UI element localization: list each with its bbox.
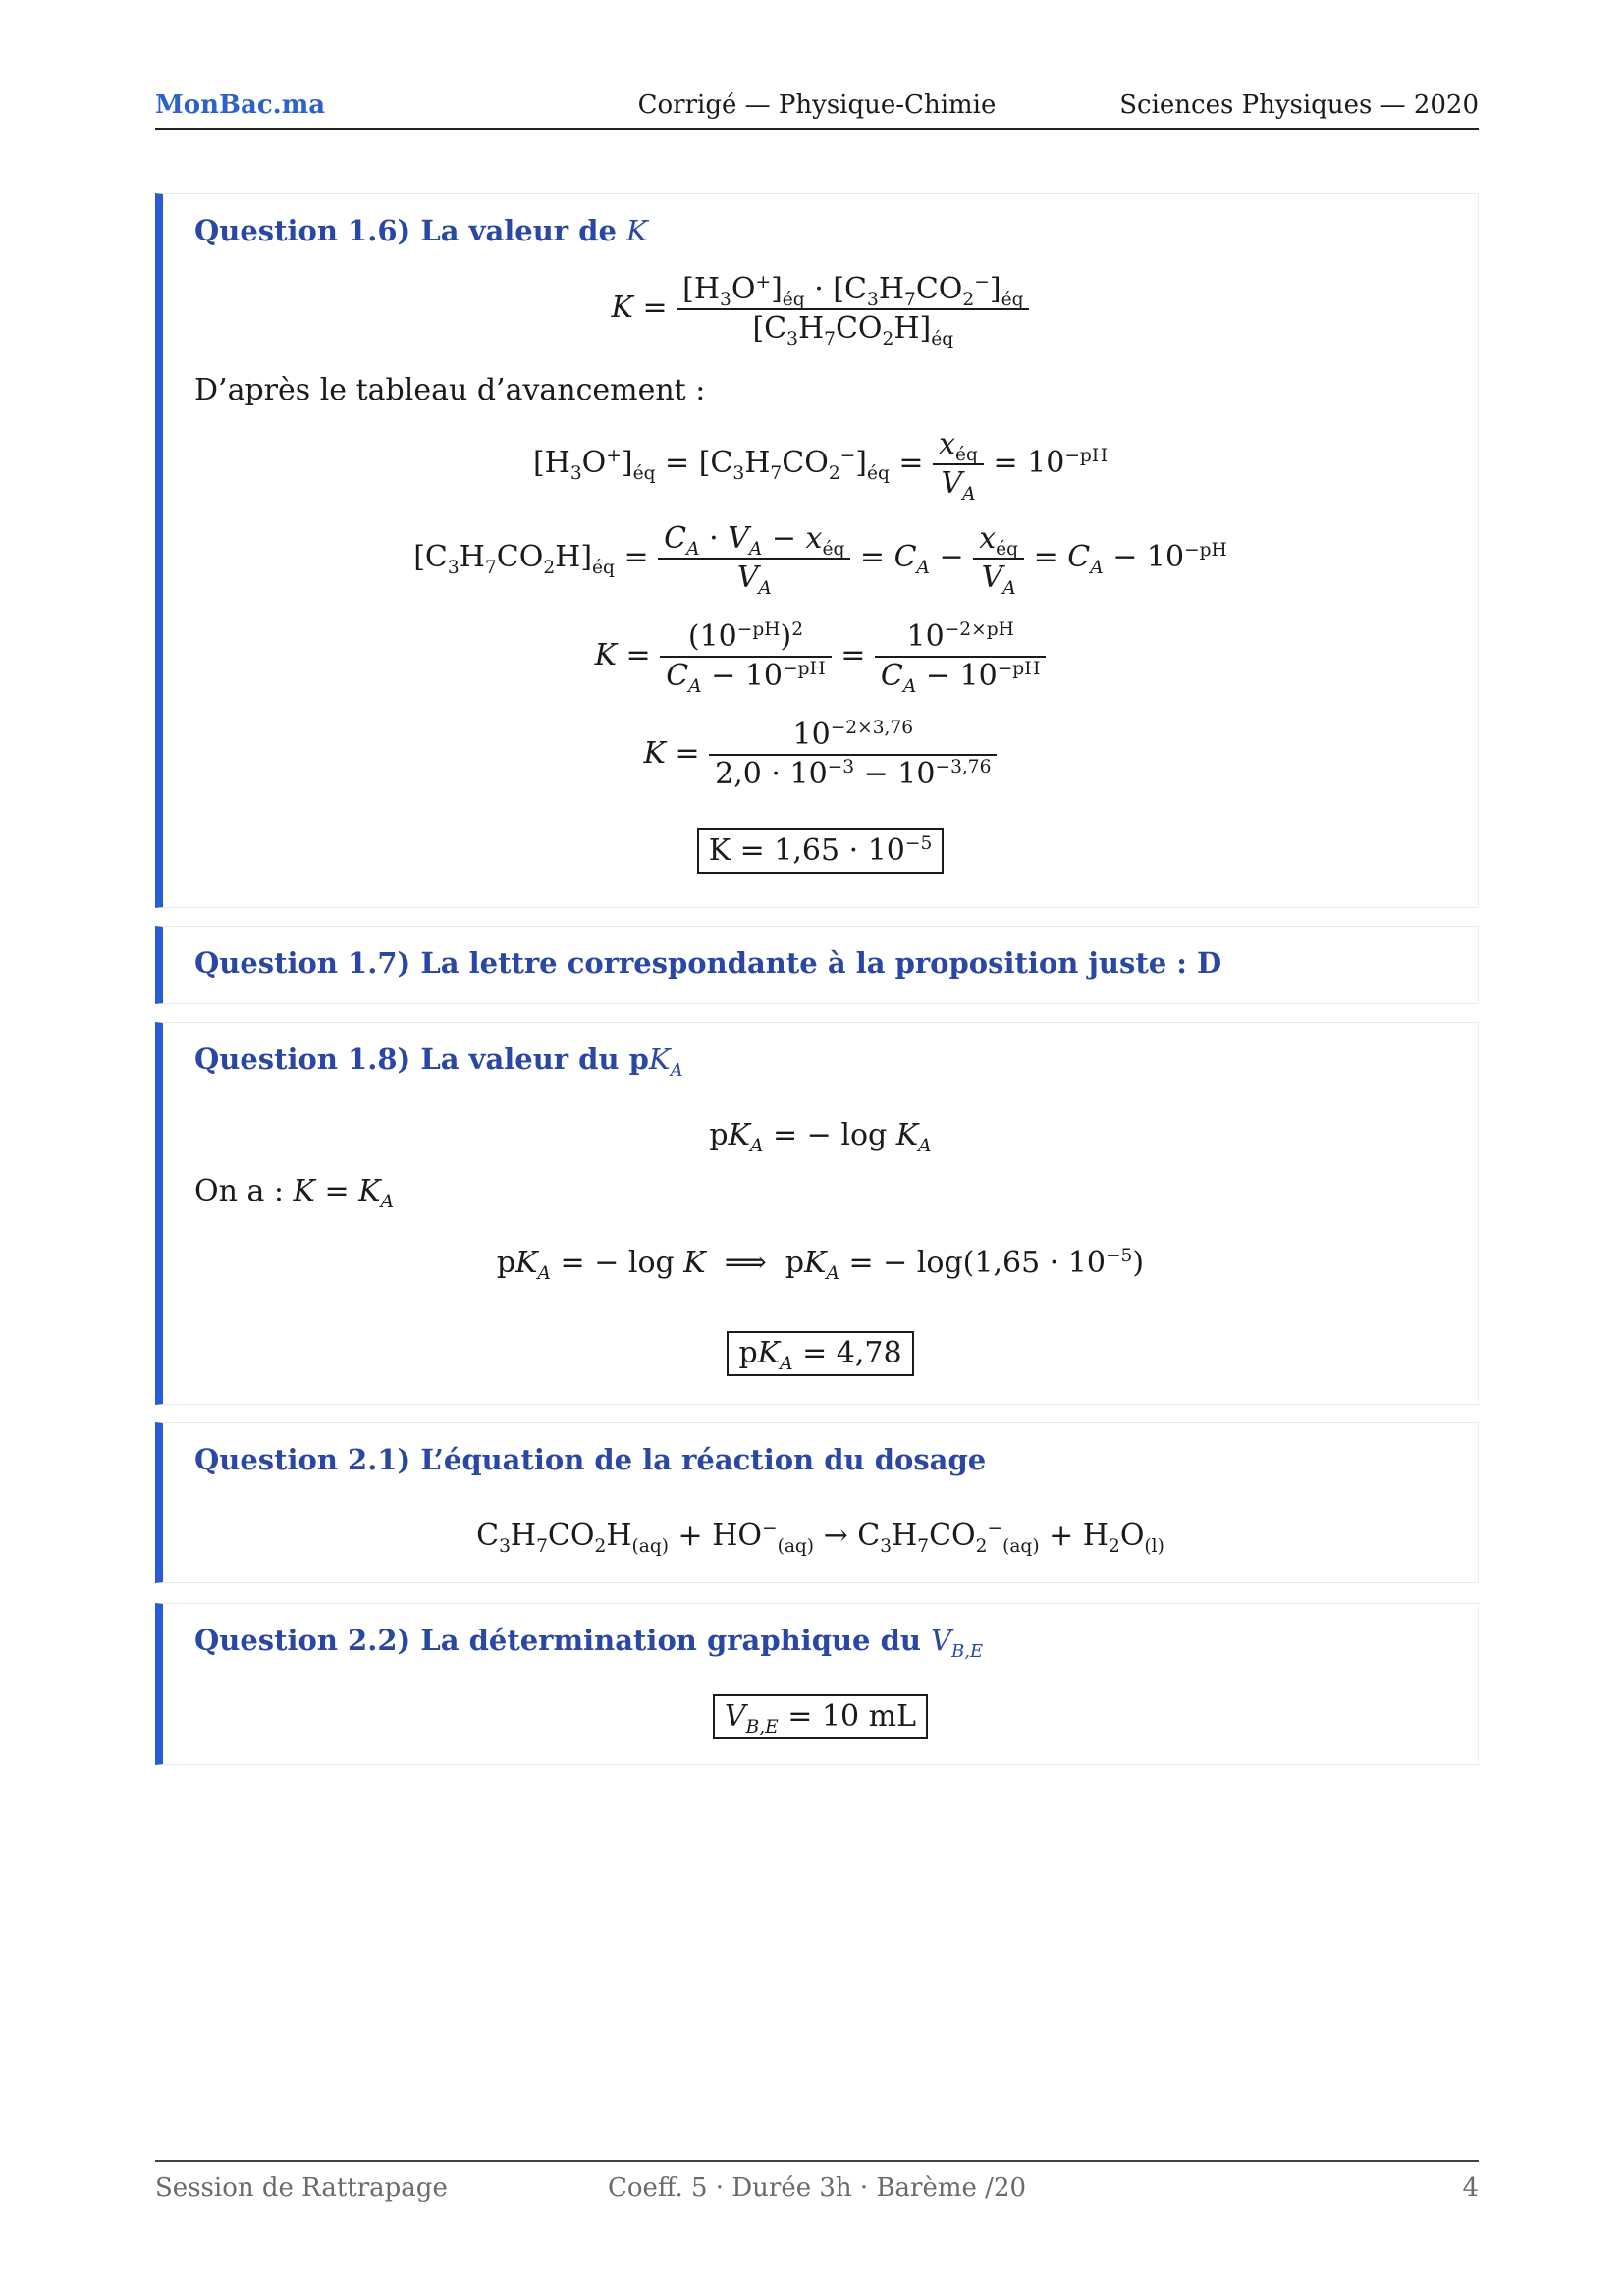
question-1-6-title: Question 1.6) La valeur de K [194,214,648,247]
page-number: 4 [1462,2173,1479,2203]
titration-reaction-equation: $C_3H_7CO_2H_{(aq)} + HO^-_{(aq)} \to C_3H_7CO_2^-_{(aq)} + H_2O_{(l)}$ [476,1519,1164,1557]
pka-definition: $pK_A$ = − $\log K_A$ [709,1118,932,1156]
footer-session: Session de Rattrapage [155,2173,448,2203]
question-1-7-title: Question 1.7) La lettre correspondante à la proposition juste : D [194,946,1222,980]
header-title: Corrigé — Physique-Chimie [637,90,997,120]
question-1-8-box [155,1022,1479,1405]
acid-concentration-equation: $[C_3H_7CO_2H]_{éq}$ = $\frac{C_A \cdot V_A - x_{éq}}{V_A}$ = $C_A$ − $\frac{x_{éq}}{V_A}$ = $C_A - 10^{-pH}$ [413,521,1227,599]
question-1-7-box [155,926,1479,1004]
k-numeric-expression: K = $\frac{10^{-2\times 3,76}}{2,0 \cdot 10^{-3} - 10^{-3,76}}$ [163,721,1478,789]
k-ph-expression: K = $\frac{(10^{-pH})^2}{C_A - 10^{-pH}}$ = $\frac{10^{-2\times pH}}{C_A - 10^{-pH}}$ [163,622,1478,691]
question-2-2-title: Question 2.2) La détermination graphique du $V_{B,E}$ [194,1624,984,1662]
site-name[interactable]: MonBac.ma [155,90,326,120]
pka-log-equation: $pK_A$ = − log K ⟹ $pK_A$ = − $\log(1,65 \cdot 10^{-5})$ [496,1246,1145,1284]
question-1-6-box [155,193,1479,908]
footer-info: Coeff. 5 · Durée 3h · Barème /20 [607,2173,1027,2203]
question-2-1-box [155,1422,1479,1583]
question-2-1-title: Question 2.1) L’équation de la réaction du dosage [194,1443,987,1476]
k-definition-equation: K = $\frac{[H_3O^+]_{éq} \cdot [C_3H_7CO_2^-]_{éq}}{[C_3H_7CO_2H]_{éq}}$ [163,275,1478,344]
k-result-box: $K = 1,65 \cdot 10^{-5}$ [697,828,945,874]
k-equals-ka: On a : $K = K_A$ [194,1174,395,1212]
pka-result [163,1331,1478,1376]
vbe-result-box: $V_{B,E} = 10$ mL [713,1694,928,1739]
header-subject: Sciences Physiques — 2020 [1119,90,1479,120]
intro-text: D’après le tableau d’avancement : [194,373,706,407]
page-header [155,90,1479,130]
k-result [163,828,1478,874]
vbe-result [163,1694,1478,1739]
question-1-8-title: Question 1.8) La valeur du $pK_A$ [194,1042,683,1081]
h3o-concentration-equation: $[H_3O^+]_{éq} = [C_3H_7CO_2^-]_{éq}$ = $\frac{x_{éq}}{V_A}$ = $10^{-pH}$ [532,427,1109,505]
page-footer [155,2160,1479,2203]
question-2-2-box [155,1603,1479,1765]
pka-result-box: $pK_A = 4,78$ [727,1331,913,1376]
